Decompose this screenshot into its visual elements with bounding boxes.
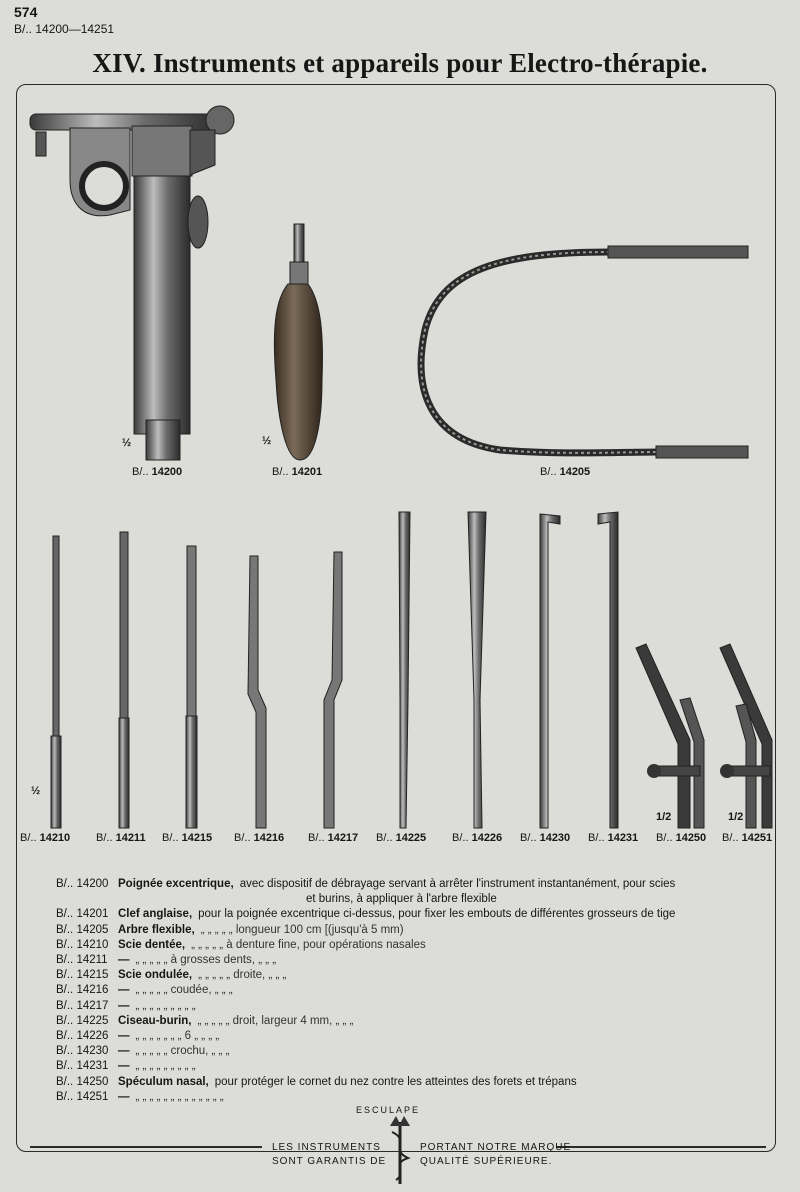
description-row: B/.. 14201 Clef anglaise, pour la poignée excentrique ci-dessus, pour fixer les embouts de différentes grosseurs de tige xyxy=(56,908,676,921)
description-row: B/.. 14250 Spéculum nasal, pour protéger le cornet du nez contre les atteintes des forets et trépans xyxy=(56,1075,577,1088)
caption-14231: B/.. 14231 xyxy=(588,832,639,844)
description-row: B/.. 14251 — „ „ „ „ „ „ „ „ „ „ „ „ „ xyxy=(56,1090,224,1103)
caption-14211: B/.. 14211 xyxy=(96,832,146,844)
footer-rule-right xyxy=(556,1146,766,1148)
description-row: B/.. 14217 — „ „ „ „ „ „ „ „ „ xyxy=(56,999,196,1012)
footer-left-text: LES INSTRUMENTS SONT GARANTIS DE xyxy=(272,1142,387,1167)
description-row: B/.. 14210 Scie dentée, „ „ „ „ „ à denture fine, pour opérations nasales xyxy=(56,938,426,951)
page-title: XIV. Instruments et appareils pour Electro-thérapie. xyxy=(92,48,708,78)
saw-illustrations xyxy=(51,532,342,828)
chisel-illustrations xyxy=(399,512,618,828)
reference-range: B/.. 14200—14251 xyxy=(14,22,115,36)
caption-14226: B/.. 14226 xyxy=(452,832,503,844)
wrench-illustration xyxy=(274,224,322,460)
nasal-speculum-illustrations xyxy=(636,644,772,828)
caption-14216: B/.. 14216 xyxy=(234,832,285,844)
description-row: B/.. 14226 — „ „ „ „ „ „ „ 6 „ „ „ „ xyxy=(56,1030,220,1043)
page-number: 574 xyxy=(14,4,38,20)
emblem-text: ESCULAPE xyxy=(356,1105,421,1115)
caption-14205: B/.. 14205 xyxy=(540,466,591,478)
scale-half-14201: ½ xyxy=(262,435,272,447)
scale-half-14200: ½ xyxy=(122,437,132,449)
esculape-emblem xyxy=(390,1116,410,1184)
description-row: B/.. 14200 Poignée excentrique, avec dispositif de débrayage servant à arrêter l'instrument instantanément, pour scies xyxy=(56,878,676,890)
scale-half-14210: ½ xyxy=(31,785,41,797)
footer-rule-left xyxy=(30,1146,262,1148)
eccentric-handle-illustration xyxy=(30,106,234,460)
caption-14250: B/.. 14250 xyxy=(656,832,707,844)
caption-14215: B/.. 14215 xyxy=(162,832,213,844)
caption-14251: B/.. 14251 xyxy=(722,832,773,844)
description-row: B/.. 14225 Ciseau-burin, „ „ „ „ „ droit, largeur 4 mm, „ „ „ xyxy=(56,1014,354,1027)
description-list xyxy=(56,877,756,1105)
scale-half-14250: 1/2 xyxy=(656,811,672,823)
caption-14201: B/.. 14201 xyxy=(272,466,323,478)
scale-half-14251: 1/2 xyxy=(728,811,744,823)
caption-14225: B/.. 14225 xyxy=(376,832,427,844)
description-row: B/.. 14211 — „ „ „ „ „ à grosses dents, „ „ „ xyxy=(56,954,277,967)
caption-14210: B/.. 14210 xyxy=(20,832,71,844)
description-row: B/.. 14216 — „ „ „ „ „ coudée, „ „ „ xyxy=(56,984,233,997)
description-row: B/.. 14215 Scie ondulée, „ „ „ „ „ droite, „ „ „ xyxy=(56,969,287,982)
caption-14230: B/.. 14230 xyxy=(520,832,571,844)
flexible-shaft-illustration xyxy=(421,246,748,458)
description-row: B/.. 14230 — „ „ „ „ „ crochu, „ „ „ xyxy=(56,1045,230,1058)
footer-right-text: PORTANT NOTRE MARQUE QUALITÉ SUPÉRIEURE. xyxy=(420,1142,572,1167)
caption-14217: B/.. 14217 xyxy=(308,832,359,844)
caption-14200: B/.. 14200 xyxy=(132,466,183,478)
description-row: B/.. 14231 — „ „ „ „ „ „ „ „ „ xyxy=(56,1060,196,1073)
description-row: et burins, à appliquer à l'arbre flexible xyxy=(306,893,497,906)
description-row: B/.. 14205 Arbre flexible, „ „ „ „ „ longueur 100 cm [(jusqu'à 5 mm) xyxy=(56,923,404,936)
